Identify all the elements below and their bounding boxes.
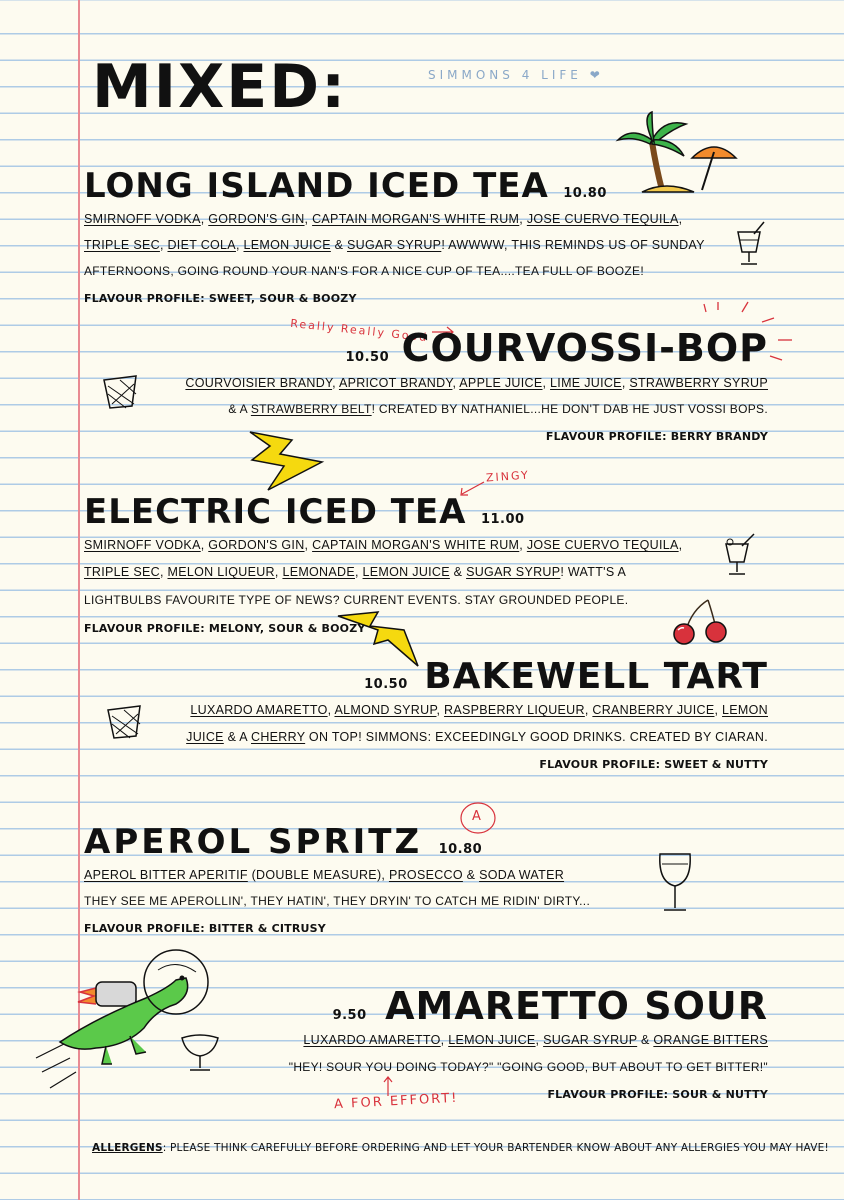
line-text: ,: [519, 212, 527, 226]
line-text: ,: [584, 703, 593, 717]
ingredient-name: SUGAR SYRUP: [347, 238, 442, 252]
cocktail-glass-icon: [734, 222, 768, 268]
line-text: ,: [535, 1033, 544, 1047]
line-text: ,: [440, 1033, 449, 1047]
line-text: ! AWWWW, THIS REMINDS US OF SUNDAY: [441, 238, 705, 252]
ingredient-name: SUGAR SYRUP: [466, 565, 561, 579]
lightning-bolt-icon: [248, 432, 324, 490]
ingredient-name: MELON LIQUEUR: [167, 565, 275, 579]
ingredient-name: APEROL BITTER APERITIF: [84, 868, 248, 882]
line-text: ,: [304, 212, 313, 226]
ingredient-name: STRAWBERRY BELT: [250, 402, 372, 416]
line-text: ,: [159, 565, 168, 579]
cocktail-name: BAKEWELL TART: [424, 656, 768, 697]
heart-icon: ❤: [589, 68, 600, 82]
ingredients-line: [190, 703, 768, 717]
ingredient-name: DIET COLA: [167, 238, 236, 252]
cocktail-name: AMARETTO SOUR: [385, 984, 768, 1028]
doodle-note-text: SIMMONS 4 LIFE: [428, 68, 582, 82]
line-text: &: [330, 238, 348, 252]
line-text: ,: [714, 703, 723, 717]
ingredient-name: ALMOND SYRUP: [334, 703, 437, 717]
cocktail-name: COURVOSSI-BOP: [401, 326, 768, 370]
cocktail-aperol-spritz: [84, 822, 482, 862]
annotation-effort: A FOR EFFORT!: [333, 1090, 459, 1113]
line-text: ,: [327, 703, 335, 717]
line-text: ,: [159, 238, 168, 252]
flavour-profile: FLAVOUR PROFILE: MELONY, SOUR & BOOZY: [84, 622, 366, 635]
ingredient-name: TRIPLE SEC: [84, 238, 160, 252]
ingredients-line: [84, 565, 626, 579]
line-text: ,: [235, 238, 244, 252]
ingredient-name: CAPTAIN MORGAN'S WHITE RUM: [312, 212, 520, 226]
line-text: ,: [200, 538, 209, 552]
ingredient-name: CHERRY: [251, 730, 306, 744]
cherries-icon: [668, 598, 734, 646]
cocktail-price: 11.00: [480, 512, 525, 527]
rocks-glass-icon: [106, 704, 144, 740]
flavour-profile: FLAVOUR PROFILE: SOUR & NUTTY: [547, 1088, 768, 1101]
allergens-text: : PLEASE THINK CAREFULLY BEFORE ORDERING AND LET YOUR BARTENDER KNOW ABOUT ANY ALLERGIES YOU MAY HAVE!: [162, 1142, 829, 1154]
flavour-profile: FLAVOUR PROFILE: BERRY BRANDY: [545, 430, 768, 443]
line-text: ,: [678, 212, 683, 226]
cocktail-price: 10.80: [438, 842, 483, 857]
line-text: ,: [452, 376, 460, 390]
ingredient-name: STRAWBERRY SYRUP: [629, 376, 768, 390]
line-text: ON TOP! SIMMONS: EXCEEDINGLY GOOD DRINKS. CREATED BY CIARAN.: [305, 730, 768, 744]
line-text: THEY SEE ME APEROLLIN', THEY HATIN', THEY DRYIN' TO CATCH ME RIDIN' DIRTY...: [84, 894, 591, 908]
cocktail-long-island: [84, 166, 607, 206]
ingredient-name: SMIRNOFF VODKA: [84, 538, 201, 552]
line-text: ,: [200, 212, 209, 226]
cocktail-price: 9.50: [332, 1008, 367, 1023]
line-text: ,: [621, 376, 630, 390]
flavour-profile: FLAVOUR PROFILE: SWEET & NUTTY: [539, 758, 768, 771]
line-text: ! CREATED BY NATHANIEL...HE DON'T DAB HE JUST VOSSI BOPS.: [371, 402, 768, 416]
ingredient-name: JOSE CUERVO TEQUILA: [526, 212, 679, 226]
doodle-note: [428, 68, 600, 82]
cocktail-price: 10.80: [563, 186, 607, 201]
description-line: [84, 264, 644, 278]
line-text: "HEY! SOUR YOU DOING TODAY?" "GOING GOOD, BUT ABOUT TO GET BITTER!": [288, 1060, 768, 1074]
cocktail-name: LONG ISLAND ICED TEA: [84, 166, 549, 206]
flavour-profile: FLAVOUR PROFILE: SWEET, SOUR & BOOZY: [84, 292, 357, 305]
allergens-label: ALLERGENS: [92, 1142, 163, 1154]
line-text: LIGHTBULBS FAVOURITE TYPE OF NEWS? CURRENT EVENTS. STAY GROUNDED PEOPLE.: [84, 593, 629, 607]
ingredient-name: LEMON JUICE: [448, 1033, 536, 1047]
beach-umbrella-icon: [688, 140, 740, 196]
ingredients-line: [303, 1033, 768, 1047]
allergens-notice: [92, 1142, 829, 1154]
line-text: (DOUBLE MEASURE),: [247, 868, 389, 882]
line-text: & A: [223, 730, 252, 744]
ingredient-name: JUICE: [186, 730, 224, 744]
cocktail-electric-iced-tea: [84, 492, 525, 532]
ingredient-name: CRANBERRY JUICE: [592, 703, 715, 717]
ingredients-line: [84, 538, 682, 552]
cocktail-name: APEROL SPRITZ: [84, 822, 423, 862]
line-text: ,: [542, 376, 551, 390]
ingredient-name: LEMON JUICE: [362, 565, 450, 579]
ingredient-name: APRICOT BRANDY: [338, 376, 453, 390]
line-text: ,: [678, 538, 683, 552]
description-line: [228, 402, 768, 416]
flavour-profile: FLAVOUR PROFILE: BITTER & CITRUSY: [84, 922, 326, 935]
line-text: ,: [436, 703, 445, 717]
ingredient-name: ORANGE BITTERS: [653, 1033, 768, 1047]
ingredient-name: SUGAR SYRUP: [543, 1033, 638, 1047]
annotation-really-good: Really Really Good: [289, 316, 429, 345]
ingredient-name: LUXARDO AMARETTO: [303, 1033, 441, 1047]
ingredient-name: APPLE JUICE: [459, 376, 543, 390]
line-text: ,: [304, 538, 313, 552]
rocks-glass-icon: [102, 374, 140, 410]
ingredient-name: LEMON JUICE: [243, 238, 331, 252]
description-line: [289, 1060, 768, 1074]
ingredient-name: GORDON'S GIN: [208, 212, 305, 226]
cocktail-name: ELECTRIC ICED TEA: [84, 492, 467, 532]
line-text: & A: [228, 402, 251, 416]
line-text: ,: [274, 565, 283, 579]
line-text: ,: [519, 538, 527, 552]
cocktail-amaretto-sour: [333, 984, 768, 1028]
ingredients-line: [84, 868, 564, 882]
cocktail-glass-icon: [722, 534, 756, 580]
line-text: ,: [355, 565, 363, 579]
cocktail-price: 10.50: [364, 677, 408, 692]
ingredients-line: [84, 238, 705, 252]
page-heading: MIXED:: [92, 52, 348, 122]
line-text: &: [449, 565, 467, 579]
ingredient-name: GORDON'S GIN: [208, 538, 305, 552]
ingredients-line: [84, 212, 682, 226]
line-text: AFTERNOONS, GOING ROUND YOUR NAN'S FOR A NICE CUP OF TEA....TEA FULL OF BOOZE!: [84, 264, 644, 278]
wine-glass-icon: [656, 852, 694, 916]
ingredient-name: CAPTAIN MORGAN'S WHITE RUM: [312, 538, 520, 552]
ingredient-name: LUXARDO AMARETTO: [190, 703, 328, 717]
ingredient-name: JOSE CUERVO TEQUILA: [526, 538, 679, 552]
ingredient-name: TRIPLE SEC: [84, 565, 160, 579]
ingredient-name: COURVOISIER BRANDY: [185, 376, 333, 390]
coupe-glass-icon: [180, 1030, 220, 1076]
annotation-zingy: ZINGY: [485, 468, 531, 485]
line-text: &: [637, 1033, 654, 1047]
ingredient-name: LEMONADE: [282, 565, 355, 579]
ingredient-name: SMIRNOFF VODKA: [84, 212, 201, 226]
line-text: ,: [332, 376, 339, 390]
cocktail-price: 10.50: [345, 350, 390, 365]
ingredient-name: RASPBERRY LIQUEUR: [444, 703, 585, 717]
cocktail-bakewell-tart: [364, 656, 768, 697]
ingredient-name: LIME JUICE: [550, 376, 622, 390]
annotation-grade: A: [472, 809, 483, 824]
ingredients-line: [185, 376, 768, 390]
arrow-icon: [382, 1076, 394, 1096]
description-line: [84, 593, 628, 607]
ingredient-name: PROSECCO: [388, 868, 463, 882]
ingredient-name: LEMON: [722, 703, 768, 717]
description-line: [84, 894, 590, 908]
ingredient-name: SODA WATER: [479, 868, 565, 882]
description-line: [186, 730, 768, 744]
line-text: ! WATT'S A: [560, 565, 627, 579]
line-text: &: [462, 868, 480, 882]
sparkle-marks-icon: [700, 300, 796, 360]
